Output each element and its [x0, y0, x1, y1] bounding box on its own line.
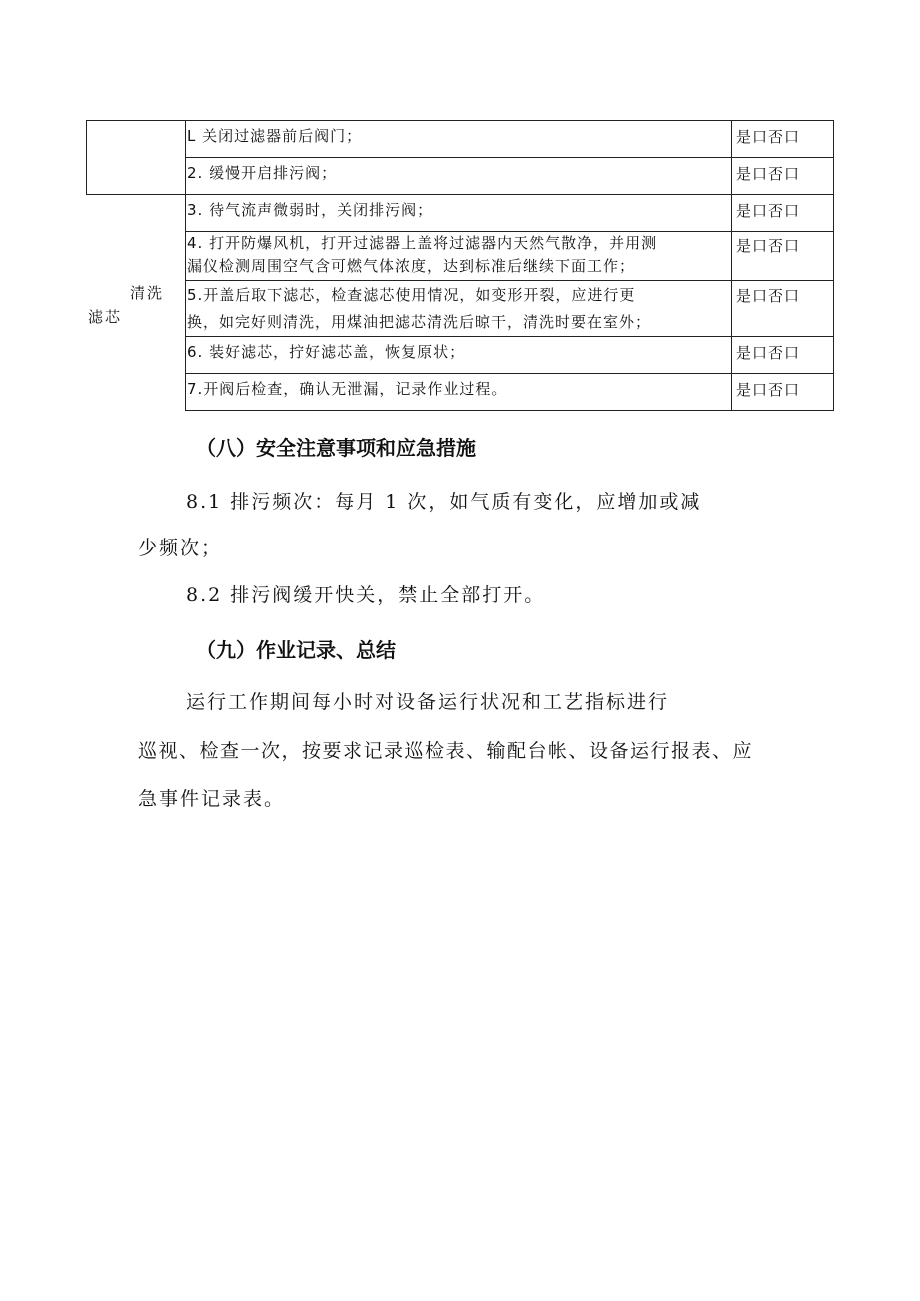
yes-no-checkbox[interactable]: 是口否口 [736, 381, 801, 399]
section-8-heading: （八）安全注意事项和应急措施 [196, 436, 476, 460]
row-line [185, 373, 834, 374]
step-text: 2. 缓慢开启排污阀； [187, 164, 338, 182]
yes-no-checkbox[interactable]: 是口否口 [736, 237, 801, 255]
step-text: 4. 打开防爆风机，打开过滤器上盖将过滤器内天然气散净，并用测 漏仪检测周围空气含可燃气体浓度，达到标准后继续下面工作； [187, 234, 658, 275]
row-line [185, 336, 834, 337]
table-divider-2 [731, 120, 732, 411]
table-border-bottom [185, 410, 834, 411]
table-divider-1 [185, 120, 186, 411]
section-8-item-1-cont: 少频次； [138, 537, 223, 559]
table-border-right [833, 120, 834, 411]
side-label-filter: 滤芯 [88, 308, 123, 326]
side-label-clean: 清洗 [130, 284, 165, 302]
yes-no-checkbox[interactable]: 是口否口 [736, 128, 801, 146]
section-8-item-2: 8.2 排污阀缓开快关，禁止全部打开。 [186, 584, 546, 606]
step-text: L 关闭过滤器前后阀门； [187, 127, 363, 145]
step-text: 6. 装好滤芯，拧好滤芯盖，恢复原状； [187, 343, 466, 361]
table-border-left [86, 120, 87, 194]
step-text: 7.开阀后检查，确认无泄漏，记录作业过程。 [187, 380, 508, 398]
yes-no-checkbox[interactable]: 是口否口 [736, 287, 801, 305]
table-border-top [86, 120, 834, 121]
yes-no-checkbox[interactable]: 是口否口 [736, 165, 801, 183]
section-8-item-1: 8.1 排污频次：每月 1 次，如气质有变化，应增加或减 [186, 491, 702, 513]
checklist-table [86, 120, 834, 411]
step-text: 5.开盖后取下滤芯，检查滤芯使用情况，如变形开裂，应进行更 换，如完好则清洗，用煤油把滤芯清洗后晾干，清洗时要在室外； [187, 286, 652, 331]
row-line [185, 157, 834, 158]
section-9-heading: （九）作业记录、总结 [196, 638, 396, 662]
step-text: 3. 待气流声微弱时，关闭排污阀； [187, 201, 434, 219]
section-9-line-3: 急事件记录表。 [138, 788, 286, 810]
section-9-line-1: 运行工作期间每小时对设备运行状况和工艺指标进行 [186, 691, 670, 713]
row-line [86, 194, 834, 195]
section-9-line-2: 巡视、检查一次，按要求记录巡检表、输配台帐、设备运行报表、应 [138, 740, 754, 762]
row-line [185, 280, 834, 281]
yes-no-checkbox[interactable]: 是口否口 [736, 202, 801, 220]
yes-no-checkbox[interactable]: 是口否口 [736, 344, 801, 362]
